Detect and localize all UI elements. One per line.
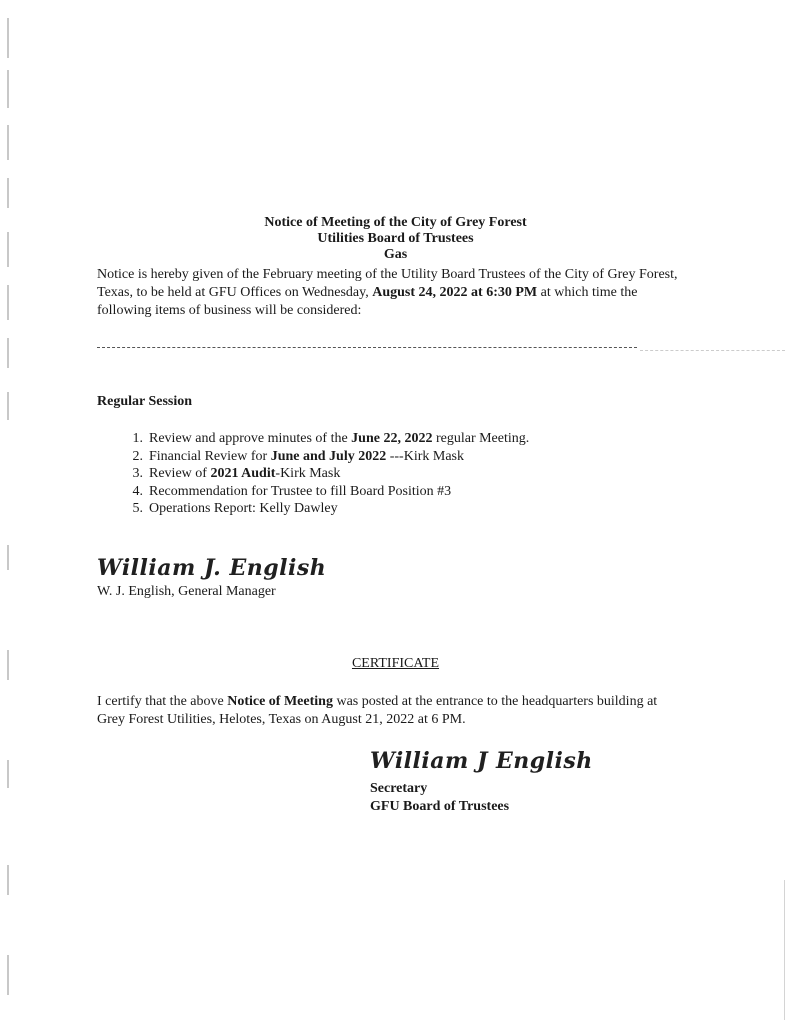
agenda-item-number: 4. [132, 483, 143, 499]
title-line-2: Utilities Board of Trustees [317, 231, 474, 246]
agenda-list [117, 430, 529, 518]
agenda-item-segment: regular Meeting. [432, 431, 530, 446]
agenda-item-text [149, 448, 464, 466]
agenda-item-text [149, 465, 340, 483]
notice-intro-paragraph [97, 266, 687, 320]
agenda-item-bold: 2021 Audit [210, 466, 276, 481]
board-title: GFU Board of Trustees [370, 799, 510, 814]
scan-edge-mark [784, 880, 785, 1020]
secretary-block [370, 780, 509, 816]
agenda-item-segment: ---Kirk Mask [386, 448, 464, 464]
agenda-item [117, 448, 529, 466]
agenda-item-bold: June and July 2022 [270, 448, 387, 464]
scan-edge-mark [7, 865, 9, 895]
agenda-item-number: 2. [132, 448, 143, 464]
scan-edge-mark [7, 955, 9, 995]
certificate-bold: Notice of Meeting [227, 694, 333, 709]
certificate-heading-text: CERTIFICATE [351, 656, 440, 671]
agenda-item-number: 3. [132, 466, 143, 481]
agenda-item-bold: June 22, 2022 [351, 431, 433, 446]
agenda-item-segment: Financial Review for [149, 448, 271, 464]
scan-edge-mark [7, 178, 9, 208]
scan-edge-mark [7, 18, 9, 58]
agenda-item-segment: Review and approve minutes of the [149, 431, 352, 446]
certificate-paragraph [97, 693, 672, 729]
agenda-item-text [149, 500, 338, 518]
scan-edge-mark [7, 392, 9, 420]
scan-edge-mark [7, 760, 9, 788]
dashed-divider-faint [640, 350, 785, 351]
meeting-date: August 24, 2022 at 6:30 PM [372, 285, 538, 300]
agenda-item [117, 430, 529, 448]
general-manager-caption: W. J. English, General Manager [97, 584, 276, 599]
regular-session-heading: Regular Session [97, 394, 193, 409]
agenda-item [117, 483, 529, 501]
certificate-heading [0, 656, 791, 672]
agenda-item-segment: Review of [149, 466, 211, 481]
agenda-item-segment: Operations Report: Kelly Dawley [149, 501, 338, 516]
agenda-item [117, 500, 529, 518]
certificate-text-end: was posted at the entrance to the headquarters building at Grey Forest Utilities, Helotes, Texas on August 21, 2022 at 6 PM. [97, 694, 658, 727]
scan-edge-mark [7, 545, 9, 570]
agenda-item-text [149, 430, 529, 448]
certificate-text: I certify that the above [97, 694, 228, 709]
agenda-item-segment: Recommendation for Trustee to fill Board Position #3 [149, 483, 452, 499]
intro-text-end: at which time the following items of business will be considered: [97, 285, 638, 318]
scan-edge-mark [7, 70, 9, 108]
general-manager-signature: William J. English [97, 555, 327, 581]
agenda-item-number: 5. [132, 501, 143, 516]
title-line-1: Notice of Meeting of the City of Grey Forest [264, 215, 527, 230]
agenda-item-segment: -Kirk Mask [275, 466, 341, 481]
agenda-item-text [149, 483, 451, 501]
secretary-title: Secretary [370, 781, 428, 796]
dashed-divider [97, 347, 637, 348]
intro-text: Notice is hereby given of the February meeting of the Utility Board Trustees of the City of Grey Forest, Texas, to be held at GFU Offices on Wednesday, [97, 267, 678, 300]
scan-edge-mark [7, 285, 9, 320]
secretary-signature: William J English [370, 748, 593, 774]
agenda-item-number: 1. [132, 431, 143, 446]
agenda-item [117, 465, 529, 483]
notice-title [0, 215, 791, 263]
title-line-3: Gas [383, 247, 408, 262]
scan-edge-mark [7, 338, 9, 368]
scan-edge-mark [7, 125, 9, 160]
